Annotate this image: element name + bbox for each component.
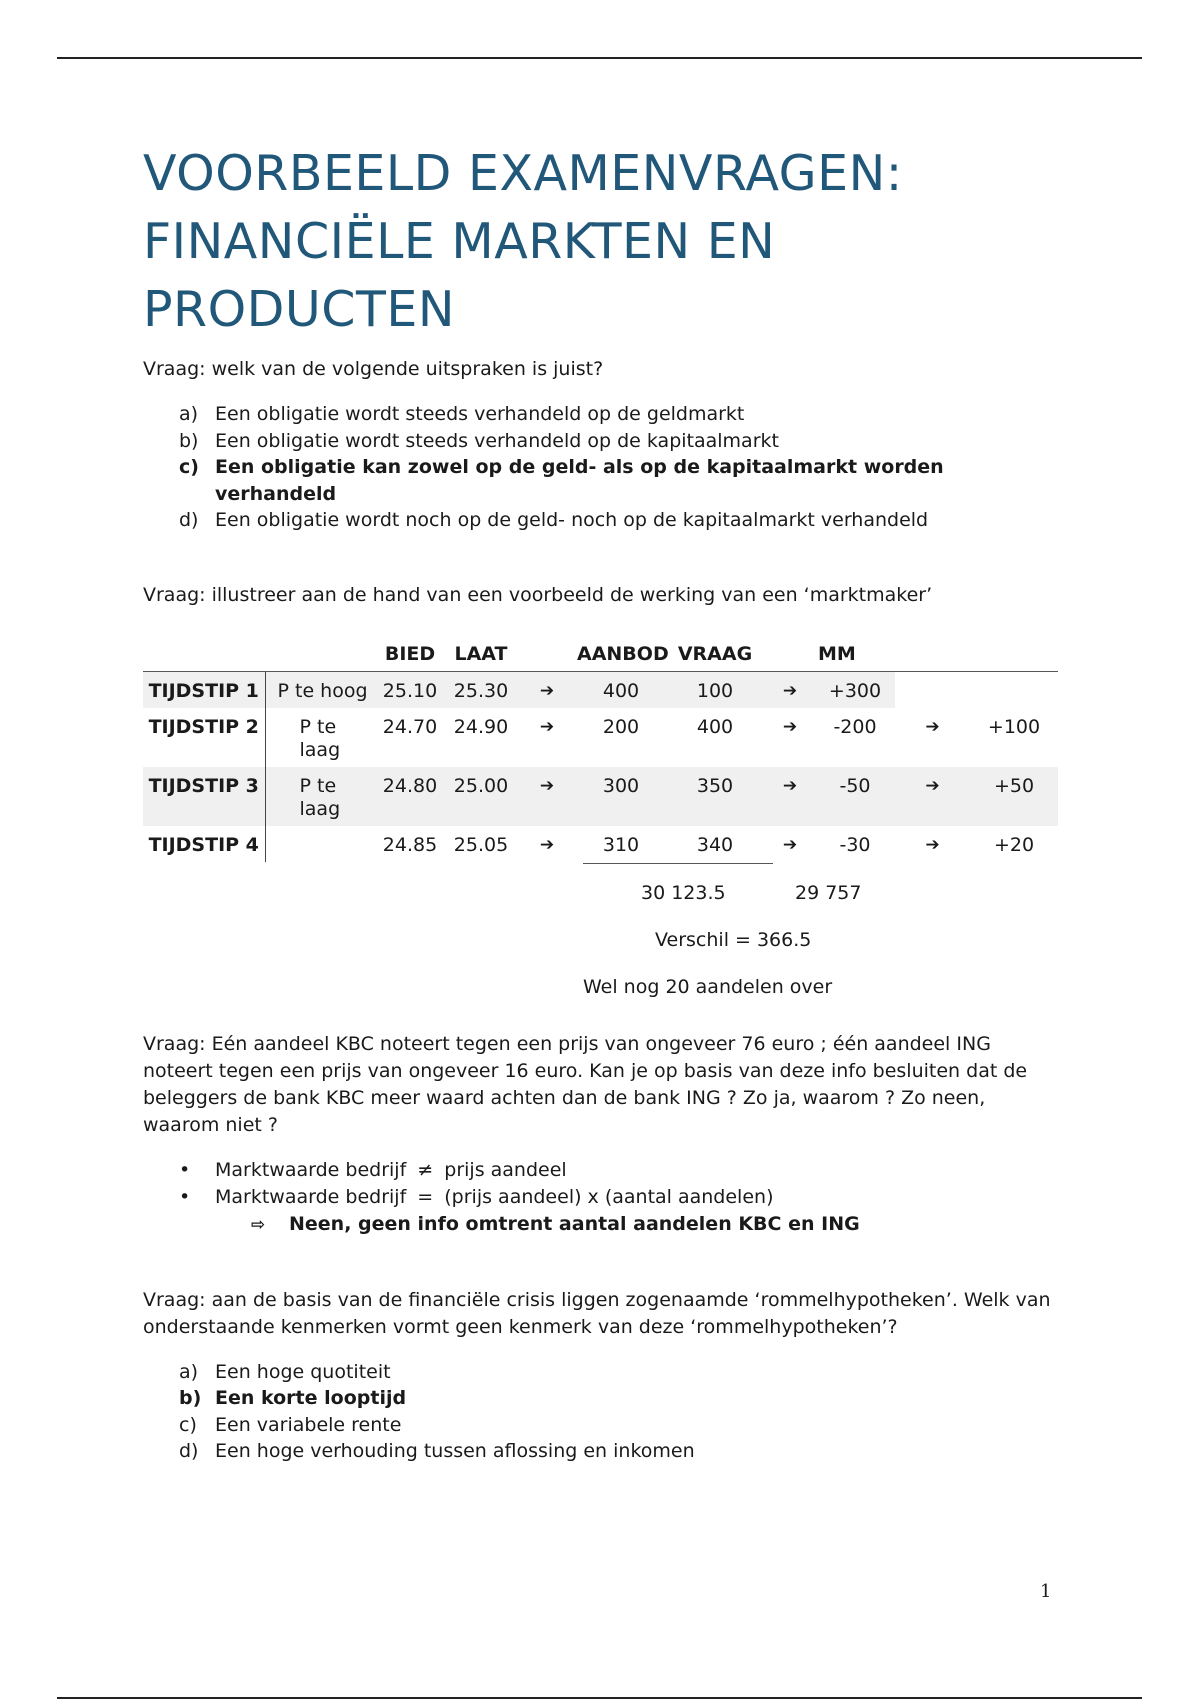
rest-aandelen: Wel nog 20 aandelen over — [583, 975, 833, 998]
document-body — [143, 140, 1058, 1465]
page-number: 1 — [1040, 1581, 1052, 1602]
arrow-icon: ➔ — [765, 767, 815, 826]
arrow-icon: ➔ — [925, 834, 940, 855]
marketmaker-table — [143, 643, 1058, 862]
arrow-icon: ➔ — [782, 716, 798, 737]
option-b-correct: b) Een korte looptijd — [179, 1387, 407, 1409]
list-item: • Marktwaarde bedrijf = (prijs aandeel) x (aantal aandelen) — [143, 1184, 1058, 1211]
arrow-icon: ➔ — [782, 834, 798, 855]
table-row: TIJDSTIP 4 24.85 25.05 ➔ 310 340 ➔ -30 ➔ +20 — [143, 826, 1058, 862]
question-1-options — [143, 401, 1058, 534]
col-laat: LAAT — [445, 643, 517, 672]
arrow-icon: ➔ — [765, 671, 815, 708]
marketmaker-summary — [143, 862, 1058, 997]
verschil: Verschil = 366.5 — [655, 928, 812, 951]
question-3-answer — [143, 1157, 1058, 1211]
question-1: Vraag: welk van de volgende uitspraken is juist? — [143, 358, 604, 380]
sum-aanbod: 30 123.5 — [641, 881, 726, 904]
arrow-icon: ➔ — [517, 767, 577, 826]
option-d: d) Een hoge verhouding tussen aflossing en inkomen — [179, 1440, 695, 1462]
option-b: b) Een obligatie wordt steeds verhandeld op de kapitaalmarkt — [179, 429, 779, 452]
table-row: TIJDSTIP 2 P te laag 24.70 24.90 ➔ 200 400 ➔ -200 ➔ +100 — [143, 708, 1058, 767]
bullet-icon: • — [179, 1185, 191, 1208]
arrow-icon: ➔ — [925, 716, 940, 737]
double-arrow-icon: ⇨ — [251, 1214, 266, 1235]
col-aanbod: AANBOD — [577, 643, 665, 672]
question-3: Vraag: Eén aandeel KBC noteert tegen een prijs van ongeveer 76 euro ; één aandeel ING noteert tegen een prijs van ongeveer 16 euro. Kan je op basis van deze info besluiten dat de beleggers de bank KBC meer waard achten dan de bank ING ? Zo ja, waarom ? Zo neen, waarom niet ? — [143, 1032, 1028, 1136]
sum-line — [583, 863, 773, 864]
list-item: • Marktwaarde bedrijf ≠ prijs aandeel — [143, 1157, 1058, 1184]
table-header — [143, 643, 1058, 672]
table-row: TIJDSTIP 3 P te laag 24.80 25.00 ➔ 300 350 ➔ -50 ➔ +50 — [143, 767, 1058, 826]
col-mm: MM — [815, 643, 970, 672]
option-a: a) Een obligatie wordt steeds verhandeld op de geldmarkt — [179, 403, 745, 425]
footer-rule — [57, 1697, 1142, 1699]
question-4-options — [143, 1359, 1058, 1465]
table-row: TIJDSTIP 1 P te hoog 25.10 25.30 ➔ 400 100 ➔ +300 — [143, 671, 1058, 708]
question-4: Vraag: aan de basis van de financiële crisis liggen zogenaamde ‘rommelhypotheken’. Welk van onderstaande kenmerken vormt geen kenmerk van deze ‘rommelhypotheken’? — [143, 1288, 1051, 1338]
option-a: a) Een hoge quotiteit — [179, 1360, 391, 1383]
arrow-icon: ➔ — [539, 716, 555, 737]
arrow-icon: ➔ — [517, 671, 577, 708]
page-title: VOORBEELD EXAMENVRAGEN: FINANCIËLE MARKTEN EN PRODUCTEN — [143, 145, 903, 338]
option-d: d) Een obligatie wordt noch op de geld- noch op de kapitaalmarkt verhandeld — [179, 509, 929, 531]
arrow-icon: ➔ — [895, 767, 970, 826]
arrow-icon: ➔ — [539, 834, 555, 855]
bullet-icon: • — [179, 1158, 191, 1181]
header-rule — [57, 57, 1142, 59]
question-2: Vraag: illustreer aan de hand van een voorbeeld de werking van een ‘marktmaker’ — [143, 583, 933, 606]
sum-vraag: 29 757 — [795, 881, 862, 904]
col-bied: BIED — [375, 643, 445, 672]
option-c-correct: c) Een obligatie kan zowel op de geld- als op de kapitaalmarkt worden verhandeld — [179, 456, 944, 505]
col-vraag: VRAAG — [665, 643, 765, 672]
conclusion: ⇨ Neen, geen info omtrent aantal aandelen KBC en ING — [251, 1211, 1058, 1239]
option-c: c) Een variabele rente — [179, 1413, 402, 1436]
